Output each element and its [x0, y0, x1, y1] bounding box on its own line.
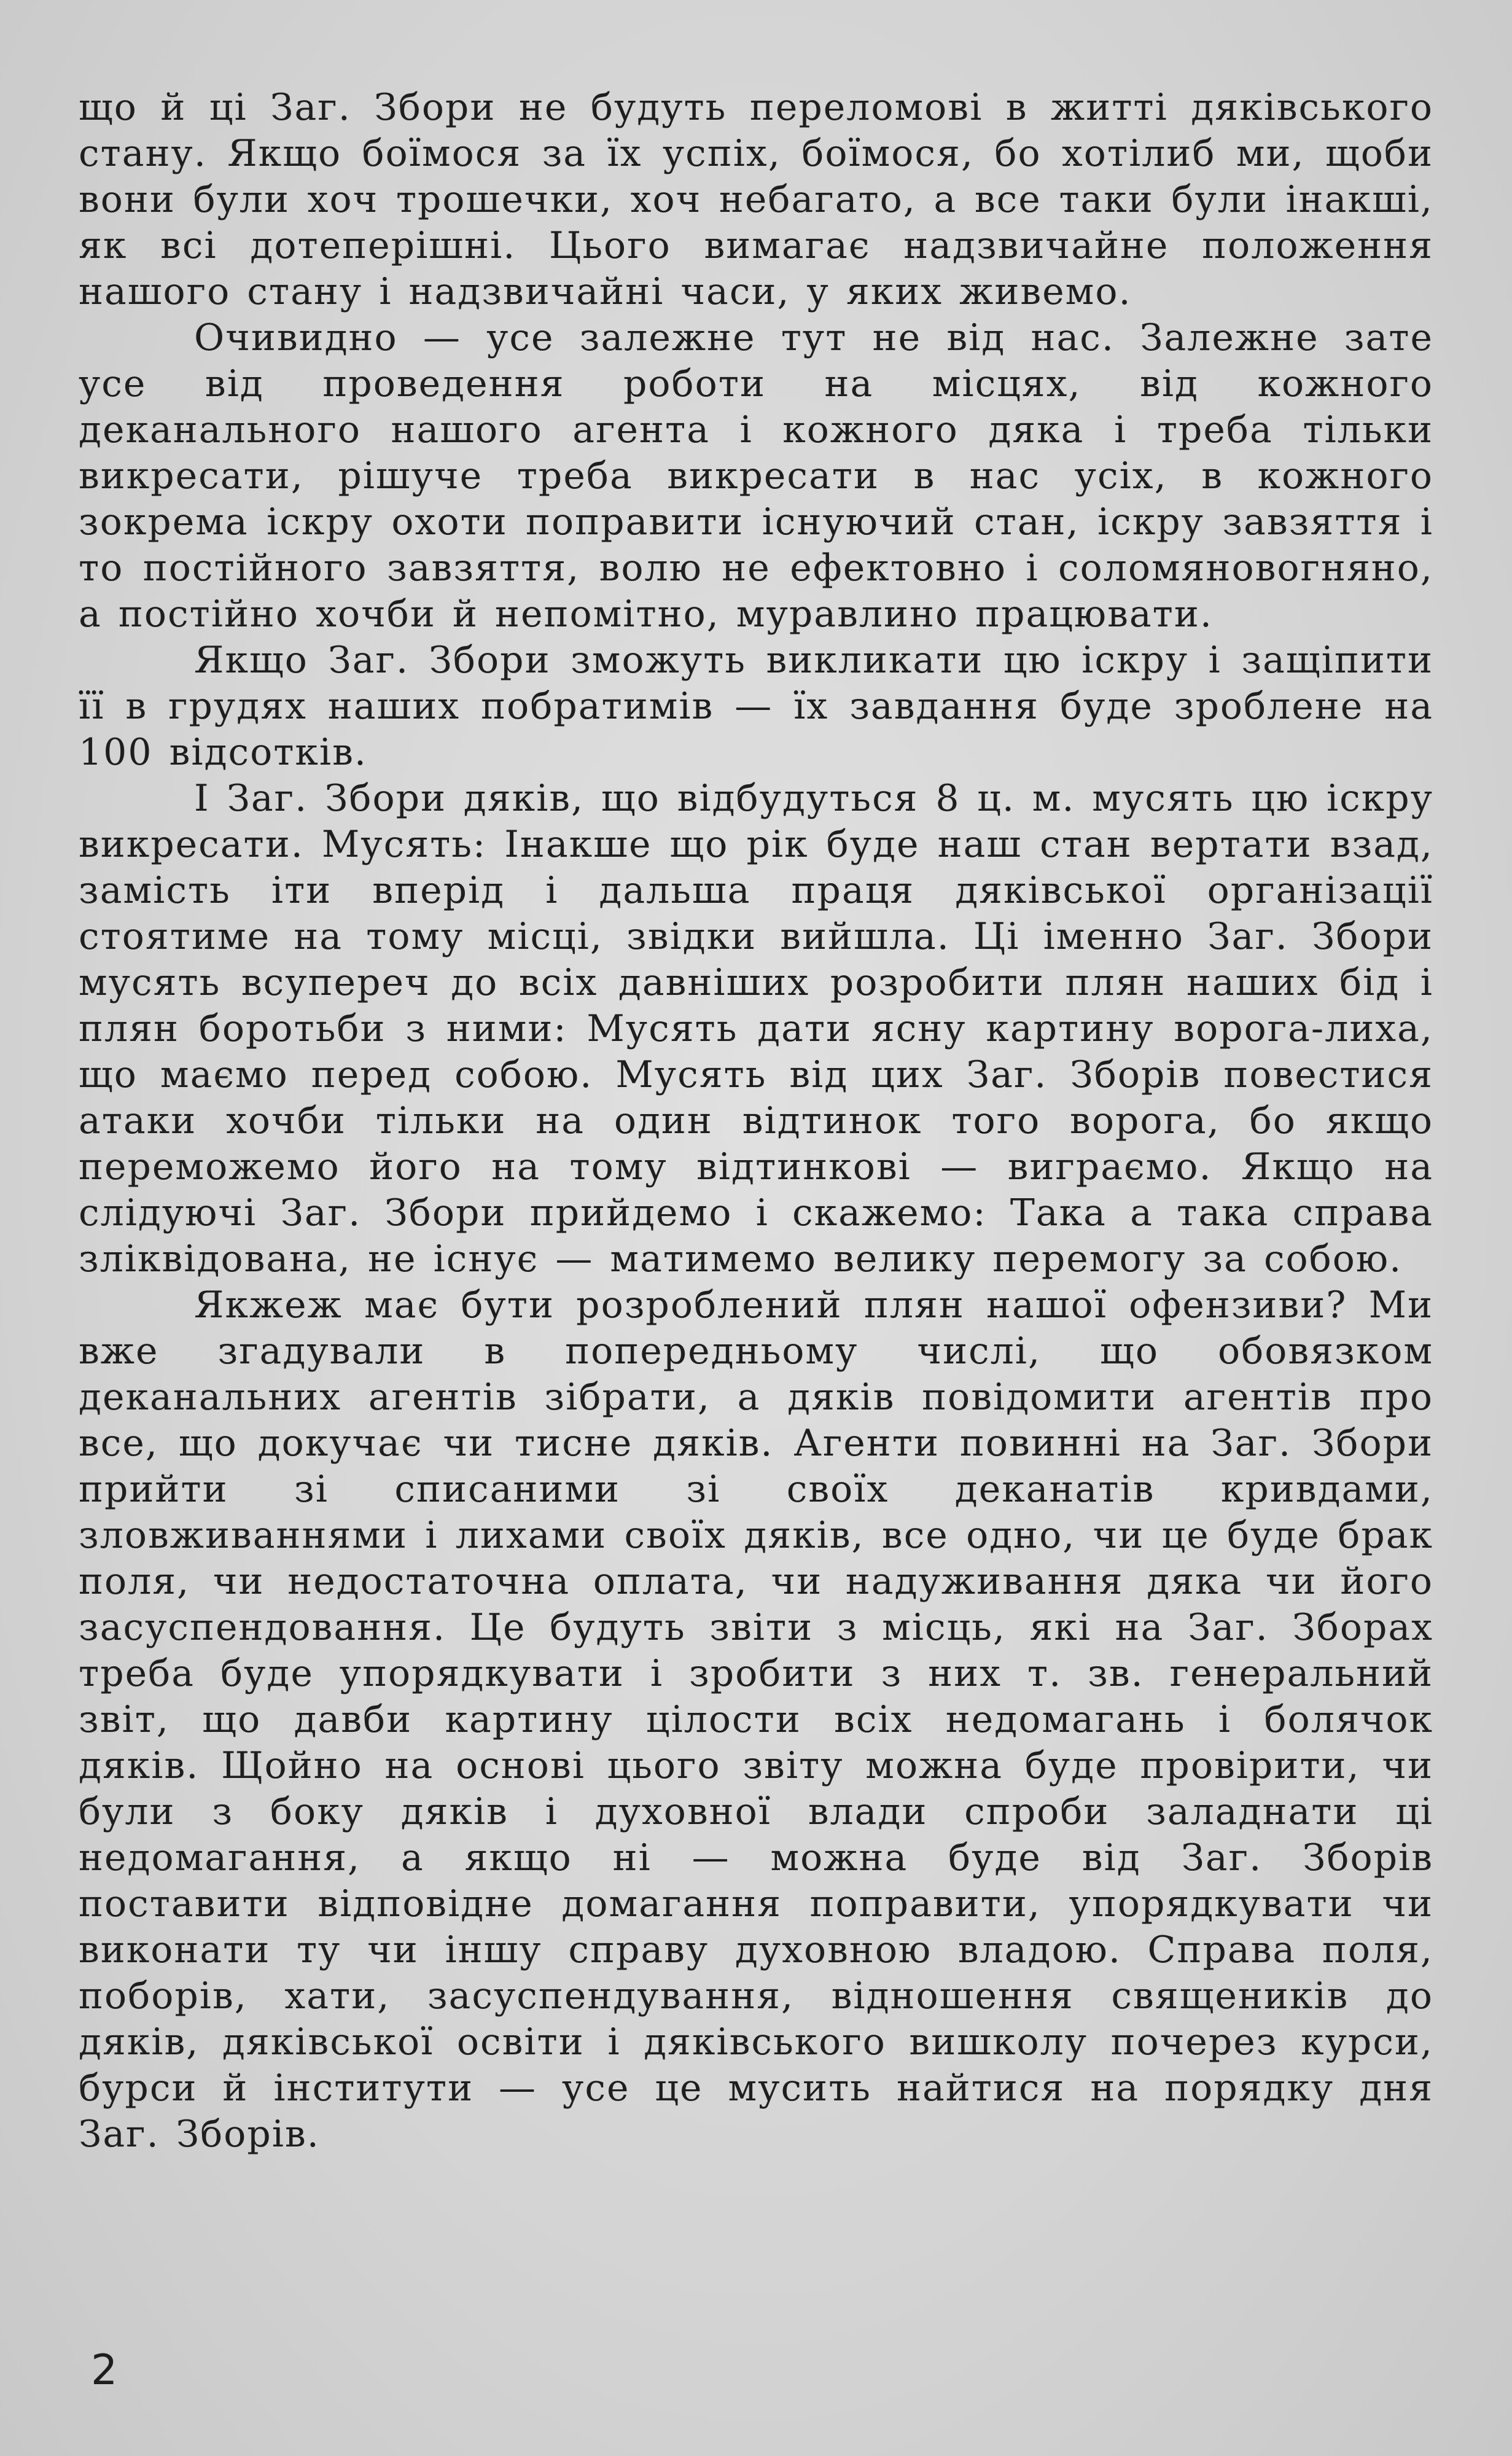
paragraph-4: І Заг. Збори дяків, що відбудуться 8 ц. м. мусять цю іскру викресати. Мусять: Інакше що рік буде наш стан вертати взад, замість іти вперід і дальша праця дяківської організації стоятиме на тому місці, звідки вийшла. Ці іменно Заг. Збори мусять всупереч до всіх давніших розробити плян наших бід і плян боротьби з ними: Мусять дати ясну картину ворога-лиха, що маємо перед собою. Мусять від цих Заг. Зборів повестися атаки хочби тільки на один відтинок того ворога, бо якщо переможемо його на тому відтинкові — виграємо. Якщо на слідуючі Заг. Збори прийдемо і скажемо: Така а така справа зліквідована, не існує — матимемо велику перемогу за собою.	[79, 777, 1433, 1281]
page-number: 2	[91, 2346, 118, 2395]
body-text	[79, 85, 1433, 2158]
paragraph-2: Очивидно — усе залежне тут не від нас. Залежне зате усе від проведення роботи на місцях, від кожного деканального нашого агента і кожного дяка і треба тільки викресати, рішуче треба викресати в нас усіх, в кожного зокрема іскру охоти поправити існуючий стан, іскру завзяття і то постійного завзяття, волю не ефектовно і соломяновогняно, а постійно хочби й непомітно, муравлино працювати.	[79, 316, 1433, 636]
paragraph-1: що й ці Заг. Збори не будуть переломові в житті дяківського стану. Якщо боїмося за їх успіх, боїмося, бо хотілиб ми, щоби вони були хоч трошечки, хоч небагато, а все таки були інакші, як всі дотеперішні. Цього вимагає надзвичайне положення нашого стану і надзвичайні часи, у яких живемо.	[79, 86, 1433, 313]
paragraph-5: Якжеж має бути розроблений плян нашої офензиви? Ми вже згадували в попередньому числі, що обовязком деканальних агентів зібрати, а дяків повідомити агентів про все, що докучає чи тисне дяків. Агенти повинні на Заг. Збори прийти зі списаними зі своїх деканатів кривдами, зловживаннями і лихами своїх дяків, все одно, чи це буде брак поля, чи недостаточна оплата, чи надуживання дяка чи його засуспендовання. Це будуть звіти з місць, які на Заг. Зборах треба буде упорядкувати і зробити з них т. зв. генеральний звіт, що давби картину цілости всіх недомагань і болячок дяків. Щойно на основі цього звіту можна буде провірити, чи були з боку дяків і духовної влади спроби заладнати ці недомагання, а якщо ні — можна буде від Заг. Зборів поставити відповідне домагання поправити, упорядкувати чи виконати ту чи іншу справу духовною владою. Справа поля, поборів, хати, засуспендування, відношення священиків до дяків, дяківської освіти і дяківського вишколу почерез курси, бурси й інститути — усе це мусить найтися на порядку дня Заг. Зборів.	[79, 1284, 1433, 2156]
paragraph-3: Якщо Заг. Збори зможуть викликати цю іскру і защіпити її в грудях наших побратимів — їх завдання буде зроблене на 100 відсотків.	[79, 639, 1433, 774]
